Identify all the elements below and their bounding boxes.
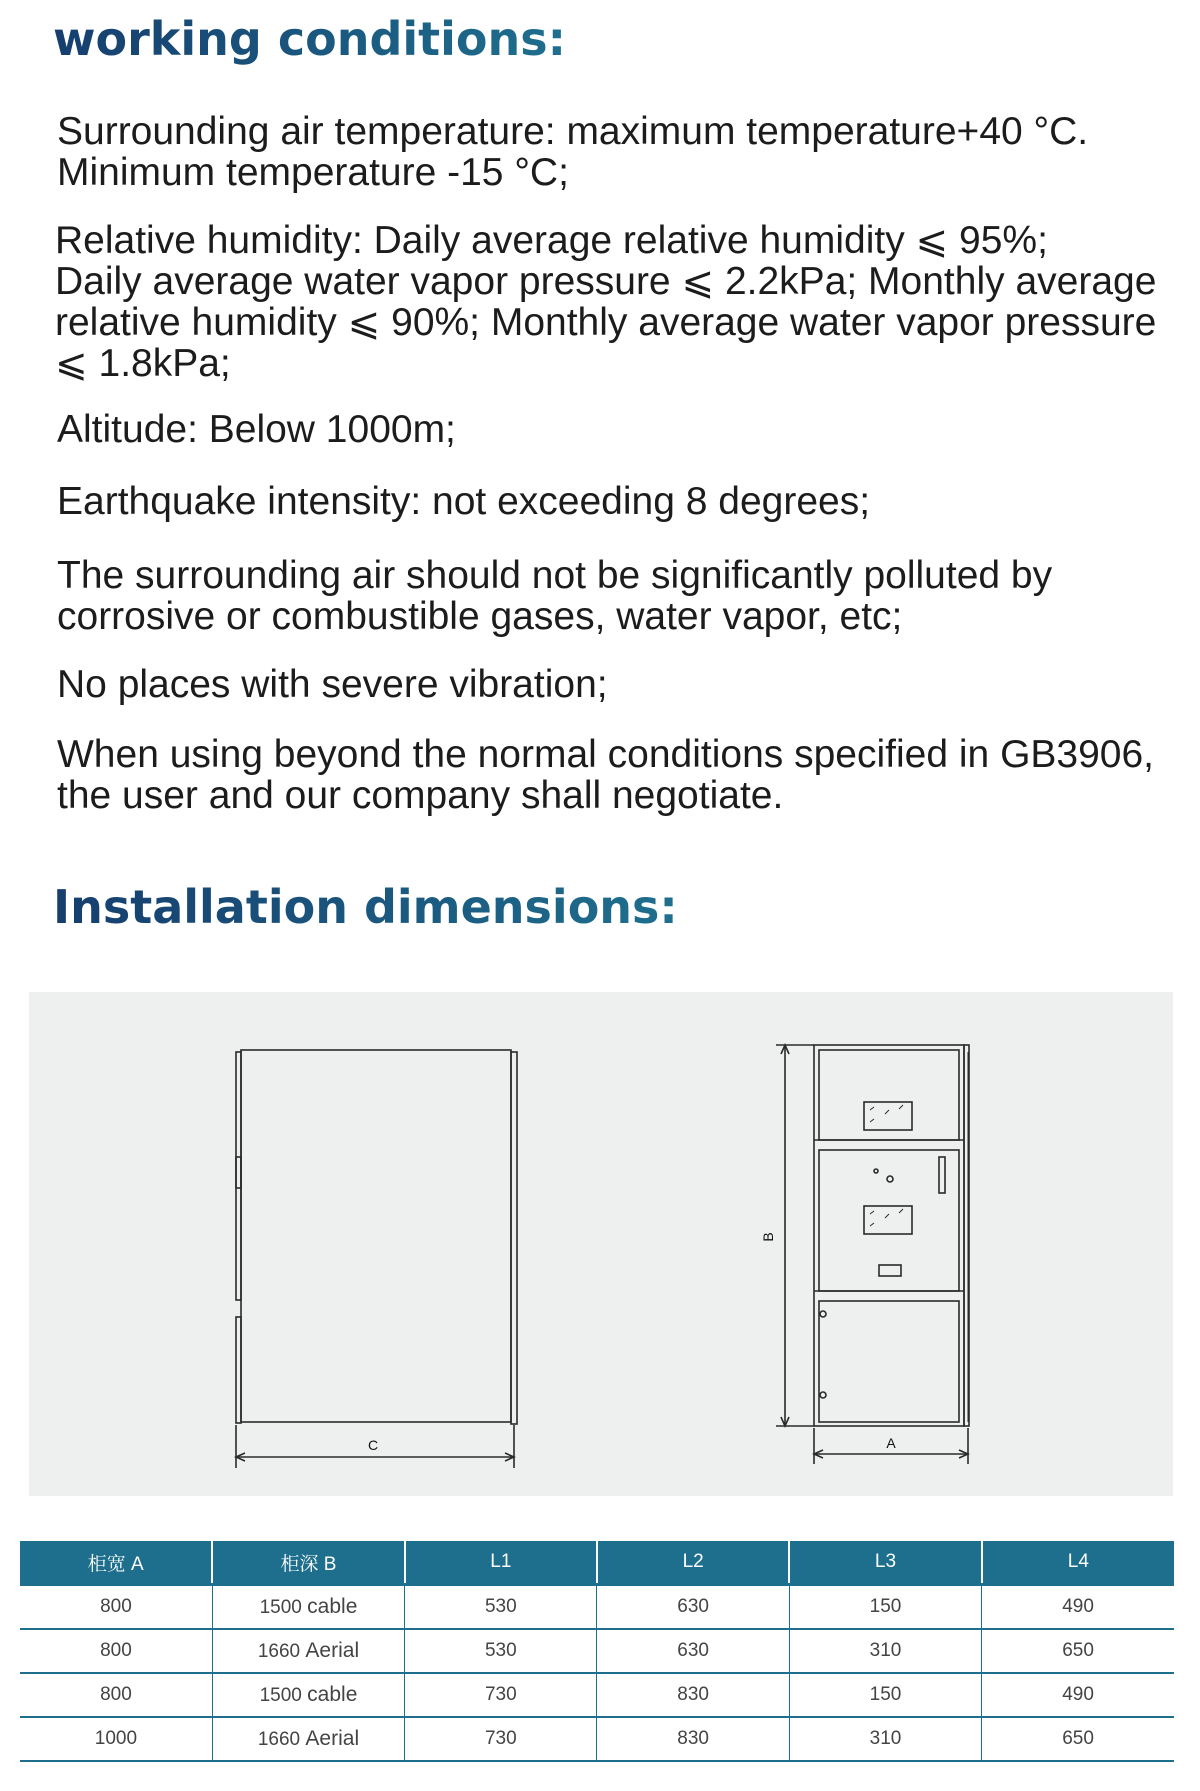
humidity-paragraph bbox=[55, 220, 1175, 384]
cell-depth bbox=[212, 1673, 404, 1717]
dimension-c-label: C bbox=[367, 1437, 379, 1453]
depth-type: Aerial bbox=[305, 1639, 360, 1662]
cell-l3: 310 bbox=[789, 1629, 981, 1673]
top-indicator-window bbox=[864, 1102, 912, 1130]
cell-depth bbox=[212, 1585, 404, 1630]
lock-dot-1 bbox=[820, 1311, 826, 1317]
depth-type: Aerial bbox=[305, 1727, 360, 1750]
depth-type: cable bbox=[307, 1595, 358, 1618]
cell-l4: 650 bbox=[982, 1629, 1174, 1673]
dimension-b-label: B bbox=[760, 1232, 776, 1242]
cell-l2: 630 bbox=[597, 1585, 789, 1630]
header-l3: L3 bbox=[789, 1541, 981, 1585]
temperature-paragraph bbox=[57, 111, 1177, 193]
earthquake-line: Earthquake intensity: not exceeding 8 degrees; bbox=[57, 480, 871, 523]
cell-l1: 530 bbox=[405, 1629, 597, 1673]
table-header-row bbox=[20, 1541, 1174, 1585]
side-view-body bbox=[241, 1050, 511, 1422]
negotiation-line-2: the user and our company shall negotiate. bbox=[57, 774, 784, 817]
front-view-top-compartment bbox=[819, 1050, 959, 1140]
handle-slot bbox=[939, 1157, 945, 1193]
installation-dimensions-heading: Installation dimensions: bbox=[53, 880, 678, 934]
middle-indicator-window bbox=[864, 1206, 912, 1234]
side-view-rear-panel bbox=[511, 1052, 517, 1424]
indicator-dot-1 bbox=[874, 1169, 878, 1173]
negotiation-paragraph bbox=[57, 734, 1177, 816]
cell-depth bbox=[212, 1717, 404, 1761]
cell-width: 800 bbox=[20, 1585, 212, 1630]
dimensions-table bbox=[20, 1541, 1174, 1762]
depth-value: 1660 bbox=[257, 1641, 301, 1662]
cell-l4: 490 bbox=[982, 1673, 1174, 1717]
installation-drawing bbox=[29, 992, 1173, 1496]
cell-l2: 830 bbox=[597, 1673, 789, 1717]
working-conditions-heading: working conditions: bbox=[53, 12, 567, 66]
cell-width: 800 bbox=[20, 1673, 212, 1717]
temperature-line-2: Minimum temperature -15 °C; bbox=[57, 151, 569, 194]
cell-width: 800 bbox=[20, 1629, 212, 1673]
header-cabinet-width: 柜宽 A bbox=[20, 1541, 212, 1585]
table-row bbox=[20, 1673, 1174, 1717]
cell-l2: 630 bbox=[597, 1629, 789, 1673]
vibration-paragraph bbox=[57, 664, 1177, 705]
humidity-line-2: Daily average water vapor pressure ⩽ 2.2kPa; Monthly average bbox=[55, 260, 1157, 303]
front-view-cabinet bbox=[776, 1045, 969, 1464]
cell-l3: 150 bbox=[789, 1673, 981, 1717]
depth-value: 1500 bbox=[259, 1685, 302, 1706]
front-view-bottom-compartment bbox=[819, 1301, 959, 1422]
table-row bbox=[20, 1629, 1174, 1673]
pollution-line-2: corrosive or combustible gases, water vapor, etc; bbox=[57, 595, 903, 638]
header-l2: L2 bbox=[597, 1541, 789, 1585]
table-row bbox=[20, 1585, 1174, 1630]
header-l1: L1 bbox=[405, 1541, 597, 1585]
cell-l1: 530 bbox=[405, 1585, 597, 1630]
temperature-line-1: Surrounding air temperature: maximum temperature+40 °C. bbox=[57, 110, 1089, 153]
negotiation-line-1: When using beyond the normal conditions specified in GB3906, bbox=[57, 733, 1155, 776]
vibration-line: No places with severe vibration; bbox=[57, 663, 608, 706]
table-row bbox=[20, 1717, 1174, 1761]
pollution-paragraph bbox=[57, 555, 1177, 637]
lock-dot-2 bbox=[820, 1392, 826, 1398]
cell-l4: 650 bbox=[982, 1717, 1174, 1761]
cell-l1: 730 bbox=[405, 1717, 597, 1761]
cell-depth bbox=[212, 1629, 404, 1673]
earthquake-paragraph bbox=[57, 481, 1177, 522]
pollution-line-1: The surrounding air should not be significantly polluted by bbox=[57, 554, 1053, 597]
depth-value: 1660 bbox=[257, 1729, 301, 1750]
humidity-line-4: ⩽ 1.8kPa; bbox=[55, 342, 231, 385]
cell-l2: 830 bbox=[597, 1717, 789, 1761]
side-view-hinge-bottom bbox=[236, 1317, 241, 1423]
cell-l3: 150 bbox=[789, 1585, 981, 1630]
humidity-line-3: relative humidity ⩽ 90%; Monthly average water vapor pressure bbox=[55, 301, 1157, 344]
depth-type: cable bbox=[307, 1683, 358, 1706]
depth-value: 1500 bbox=[259, 1597, 302, 1618]
dimension-a-label: A bbox=[886, 1435, 896, 1451]
altitude-paragraph bbox=[57, 409, 1177, 450]
side-view-cabinet bbox=[236, 1050, 517, 1468]
indicator-dot-2 bbox=[887, 1176, 893, 1182]
side-view-hinge-middle bbox=[236, 1157, 241, 1300]
header-cabinet-depth: 柜深 B bbox=[212, 1541, 404, 1585]
cabinet-drawings bbox=[29, 992, 1173, 1496]
humidity-line-1: Relative humidity: Daily average relative humidity ⩽ 95%; bbox=[55, 219, 1048, 262]
cell-width: 1000 bbox=[20, 1717, 212, 1761]
cell-l4: 490 bbox=[982, 1585, 1174, 1630]
front-view-middle-compartment bbox=[819, 1150, 959, 1291]
nameplate-slot bbox=[879, 1265, 901, 1276]
header-l4: L4 bbox=[982, 1541, 1174, 1585]
cell-l1: 730 bbox=[405, 1673, 597, 1717]
altitude-line: Altitude: Below 1000m; bbox=[57, 408, 456, 451]
cell-l3: 310 bbox=[789, 1717, 981, 1761]
